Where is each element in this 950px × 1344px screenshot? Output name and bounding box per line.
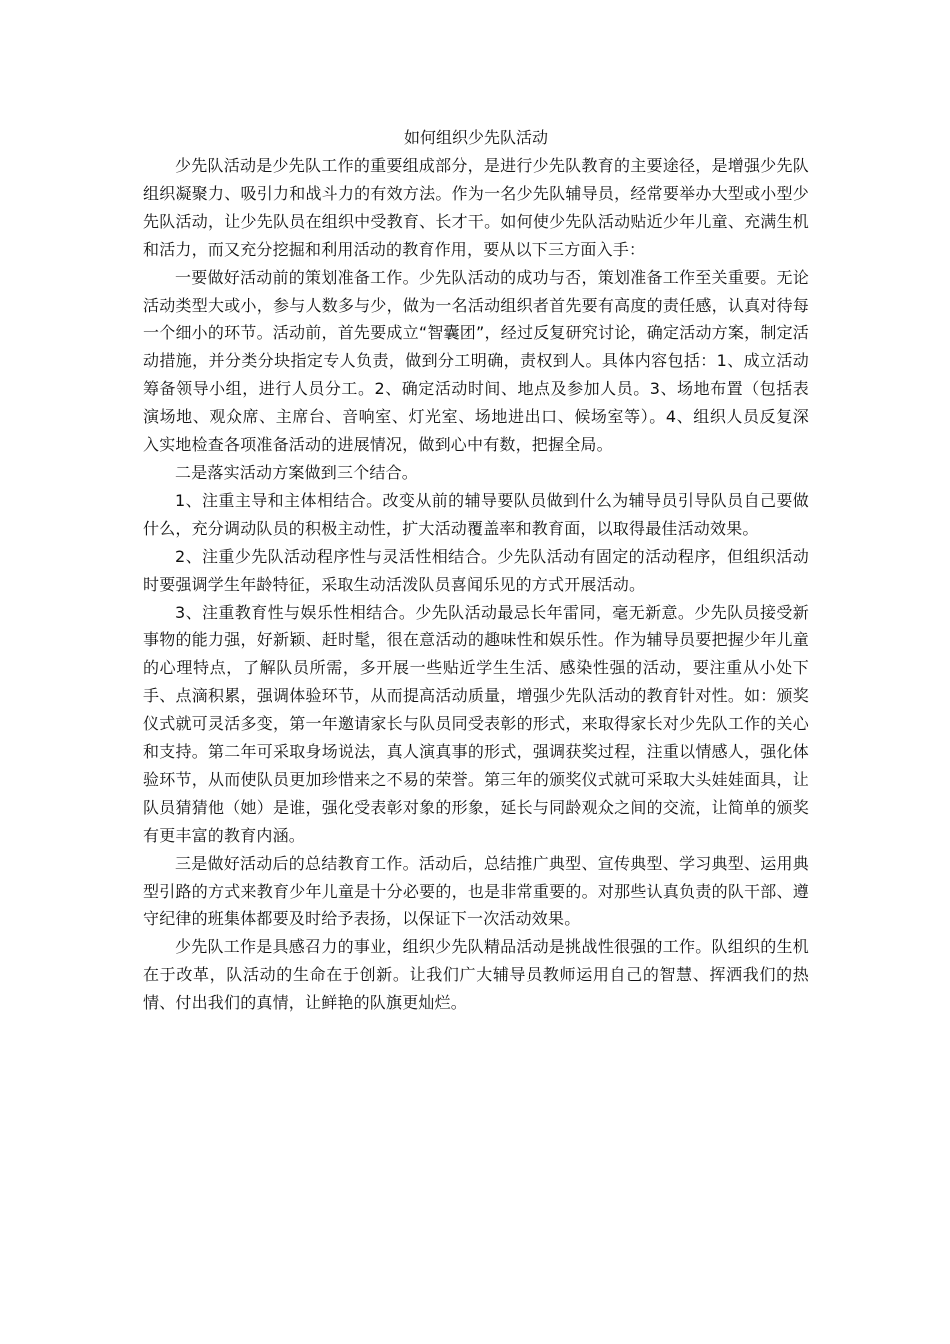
paragraph-point-3: 3、注重教育性与娱乐性相结合。少先队活动最忌长年雷同，毫无新意。少先队员接受新事物的能力强，好新颖、赶时髦，很在意活动的趣味性和娱乐性。作为辅导员要把握少年儿童的心理特点，了解队员所需，多开展一些贴近学生生活、感染性强的活动，要注重从小处下手、点滴积累，强调体验环节，从而提高活动质量，增强少先队活动的教育针对性。如：颁奖仪式就可灵活多变，第一年邀请家长与队员同受表彰的形式，来取得家长对少先队工作的关心和支持。第二年可采取身场说法，真人演真事的形式，强调获奖过程，注重以情感人，强化体验环节，从而使队员更加珍惜来之不易的荣誉。第三年的颁奖仪式就可采取大头娃娃面具，让队员猜猜他（她）是谁，强化受表彰对象的形象，延长与同龄观众之间的交流，让简单的颁奖有更丰富的教育内涵。 [143,602,809,845]
document-page [143,124,809,1017]
paragraph-point-1: 1、注重主导和主体相结合。改变从前的辅导要队员做到什么为辅导员引导队员自己要做什么，充分调动队员的积极主动性，扩大活动覆盖率和教育面，以取得最佳活动效果。 [143,490,809,538]
paragraph-summary: 三是做好活动后的总结教育工作。活动后，总结推广典型、宣传典型、学习典型、运用典型引路的方式来教育少年儿童是十分必要的，也是非常重要的。对那些认真负责的队干部、遵守纪律的班集体都要及时给予表扬，以保证下一次活动效果。 [143,853,809,929]
paragraph-intro: 少先队活动是少先队工作的重要组成部分，是进行少先队教育的主要途径，是增强少先队组织凝聚力、吸引力和战斗力的有效方法。作为一名少先队辅导员，经常要举办大型或小型少先队活动，让少先队员在组织中受教育、长才干。如何使少先队活动贴近少年儿童、充满生机和活力，而又充分挖掘和利用活动的教育作用，要从以下三方面入手： [143,156,809,259]
document-title: 如何组织少先队活动 [403,128,548,147]
paragraph-three-combinations: 二是落实活动方案做到三个结合。 [175,462,419,482]
paragraph-planning: 一要做好活动前的策划准备工作。少先队活动的成功与否，策划准备工作至关重要。无论活动类型大或小，参与人数多与少，做为一名活动组织者首先要有高度的责任感，认真对待每一个细小的环节。活动前，首先要成立“智囊团”，经过反复研究讨论，确定活动方案，制定活动措施，并分类分块指定专人负责，做到分工明确，责权到人。具体内容包括：1、成立活动筹备领导小组，进行人员分工。2、确定活动时间、地点及参加人员。3、场地布置（包括表演场地、观众席、主席台、音响室、灯光室、场地进出口、候场室等）。4、组织人员反复深入实地检查各项准备活动的进展情况，做到心中有数，把握全局。 [143,267,809,455]
paragraph-point-2: 2、注重少先队活动程序性与灵活性相结合。少先队活动有固定的活动程序，但组织活动时要强调学生年龄特征，采取生动活泼队员喜闻乐见的方式开展活动。 [143,546,809,594]
paragraph-conclusion: 少先队工作是具感召力的事业，组织少先队精品活动是挑战性很强的工作。队组织的生机在于改革，队活动的生命在于创新。让我们广大辅导员教师运用自己的智慧、挥洒我们的热情、付出我们的真情，让鲜艳的队旗更灿烂。 [143,937,809,1013]
